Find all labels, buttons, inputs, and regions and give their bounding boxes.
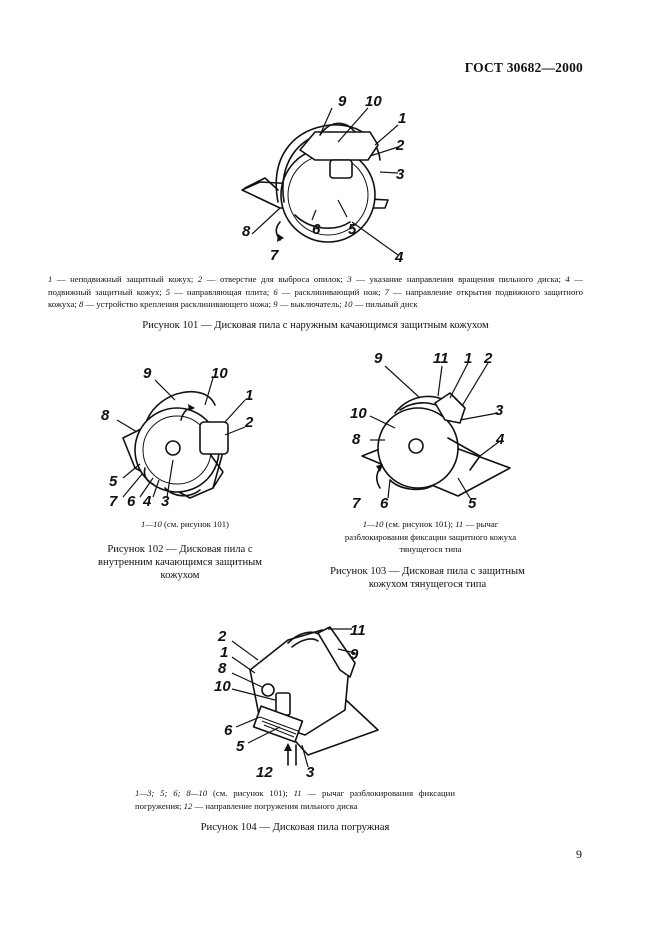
callout-7: 7: [109, 493, 118, 510]
callout-2: 2: [484, 350, 493, 367]
callout-2: 2: [396, 137, 405, 154]
callout-2: 2: [218, 628, 227, 645]
callout-10: 10: [365, 93, 382, 110]
figure-102-drawing: [95, 360, 270, 515]
callout-1: 1: [245, 387, 254, 404]
callout-9: 9: [350, 646, 359, 663]
callout-7: 7: [352, 495, 361, 512]
figure-101-title: Рисунок 101 — Дисковая пила с наружным качающимся защитным кожухом: [142, 320, 489, 331]
callout-3: 3: [495, 402, 504, 419]
callout-1: 1: [220, 644, 229, 661]
callout-6: 6: [224, 722, 233, 739]
callout-6: 6: [380, 495, 389, 512]
callout-5: 5: [348, 221, 357, 238]
callout-10: 10: [350, 405, 367, 422]
callout-10: 10: [211, 365, 228, 382]
callout-6: 6: [312, 221, 321, 238]
callout-9: 9: [143, 365, 152, 382]
callout-4: 4: [496, 431, 505, 448]
figure-104-caption: 1—3; 5; 6; 8—10 (см. рисунок 101); 11 — рычаг разблокирования фиксации погружения; 12 — направление погружения пильного диска: [135, 788, 455, 811]
figure-102-caption: 1—10 (см. рисунок 101): [141, 519, 229, 529]
figure-103-caption: 1—10 (см. рисунок 101); 11 — рычаг разблокирования фиксации защитного кожуха тянущегося типа: [344, 519, 517, 554]
figure-103-title: Рисунок 103 — Дисковая пила с защитным кожухом тянущегося типа: [330, 566, 525, 590]
callout-8: 8: [218, 660, 227, 677]
callout-5: 5: [468, 495, 477, 512]
page-number: 9: [576, 847, 582, 861]
figure-101-drawing: [220, 90, 420, 265]
callout-9: 9: [374, 350, 383, 367]
callout-2: 2: [245, 414, 254, 431]
callout-11: 11: [350, 622, 366, 639]
document-header: ГОСТ 30682—2000: [464, 60, 583, 75]
figure-104-title: Рисунок 104 — Дисковая пила погружная: [200, 822, 390, 833]
callout-8: 8: [352, 431, 361, 448]
callout-8: 8: [101, 407, 110, 424]
callout-5: 5: [109, 473, 118, 490]
figure-101-caption: 1 — неподвижный защитный кожух; 2 — отверстие для выброса опилок; 3 — указание направления вращения пильного диска; 4 — подвижный защитный кожух; 5 — направляющая плита; 6 — расклинивающий нож; 7 — направление открытия подвижного защитного кожуха; 8 — устройство крепления расклинивающего ножа; 9 — выключатель; 10 — пильный диск: [48, 274, 583, 309]
callout-12: 12: [256, 764, 273, 781]
callout-3: 3: [396, 166, 405, 183]
callout-5: 5: [236, 738, 245, 755]
figure-103-drawing: [340, 348, 520, 513]
callout-1: 1: [464, 350, 473, 367]
callout-1: 1: [398, 110, 407, 127]
callout-4: 4: [395, 249, 404, 266]
callout-11: 11: [433, 350, 449, 367]
figure-104-drawing: [210, 615, 400, 785]
callout-9: 9: [338, 93, 347, 110]
callout-8: 8: [242, 223, 251, 240]
callout-3: 3: [306, 764, 315, 781]
callout-7: 7: [270, 247, 279, 264]
callout-4: 4: [143, 493, 152, 510]
figure-102-title: Рисунок 102 — Дисковая пила с внутренним качающимся защитным кожухом: [98, 544, 262, 581]
callout-6: 6: [127, 493, 136, 510]
callout-10: 10: [214, 678, 231, 695]
callout-3: 3: [161, 493, 170, 510]
